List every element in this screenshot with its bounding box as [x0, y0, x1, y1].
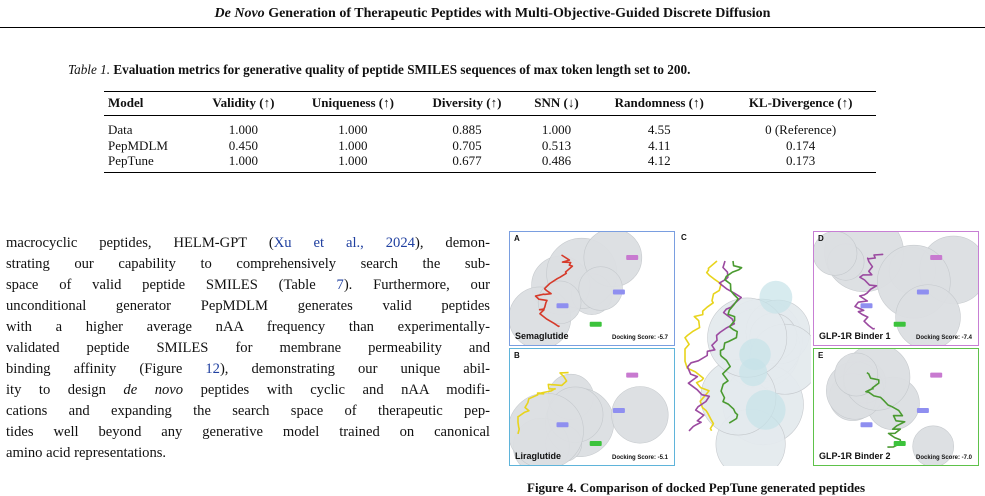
body-text: space of valid peptide SMILES (Table: [6, 277, 337, 293]
running-head-italic: De Novo: [214, 6, 265, 21]
table-row: [104, 153, 876, 172]
binding-pocket: [739, 339, 771, 371]
residue-tag: [626, 373, 638, 378]
residue-tag: [613, 408, 625, 413]
body-line: tides well beyond any generative model trained on canonical: [6, 424, 490, 440]
table-cell: 0.173: [725, 153, 876, 172]
table-cell: 1.000: [338, 122, 368, 137]
col-header-validity: Validity (↑): [195, 92, 291, 116]
table-cell: 0.450: [228, 137, 259, 153]
binding-pocket: [759, 281, 792, 314]
residue-tag: [917, 408, 929, 413]
panel-letter: B: [514, 351, 520, 360]
body-line: cations and expanding the search space of therapeutic pep-: [6, 403, 490, 419]
body-line: [6, 275, 490, 296]
residue-tag: [861, 303, 873, 308]
running-head: [0, 6, 985, 22]
col-header-randomness: Randomness (↑): [593, 92, 725, 116]
figure-caption: Figure 4. Comparison of docked PepTune generated peptides: [527, 480, 866, 495]
residue-tag: [590, 441, 602, 446]
table-cell: PepTune: [104, 153, 195, 172]
body-line: [6, 359, 490, 380]
residue-tag: [557, 303, 569, 308]
col-header-uniqueness: Uniqueness (↑): [292, 92, 415, 116]
panel-c-render: [677, 231, 811, 466]
docking-score: Docking Score: -7.4: [915, 335, 972, 341]
docking-figure: [509, 231, 979, 473]
body-text: binding affinity (Figure: [6, 361, 206, 377]
peptide-label: Liraglutide: [515, 451, 562, 461]
header-rule: [0, 27, 985, 28]
panel-e-render: [814, 349, 979, 466]
panel-letter: D: [818, 234, 824, 243]
table-cell: 1.000: [338, 137, 368, 153]
panel-letter: E: [818, 351, 824, 360]
figure-ref-link[interactable]: 12: [205, 361, 220, 377]
panel-b-render: [510, 349, 675, 466]
body-line: with a higher average nAA frequency than experimentally-: [6, 319, 490, 335]
table-cell: PepMDLM: [108, 137, 168, 153]
table-cell: 4.11: [648, 137, 671, 153]
table-cell: 0.486: [520, 153, 594, 172]
body-line: unconditional generator PepMDLM generates valid peptides: [6, 298, 490, 314]
table-cell: 0.513: [541, 137, 572, 153]
peptide-label: GLP-1R Binder 2: [819, 451, 891, 461]
table-cell: 0 (Reference): [765, 122, 837, 137]
table-ref-link[interactable]: 7: [336, 277, 344, 293]
table-cell: 4.55: [647, 122, 671, 137]
col-header-snn: SNN (↓): [520, 92, 594, 116]
body-text: ), demon-: [414, 235, 490, 251]
table-cell: 0.705: [452, 137, 482, 153]
table-cell: 4.12: [593, 153, 725, 172]
peptide-label: GLP-1R Binder 1: [819, 331, 891, 341]
table-caption-text: Evaluation metrics for generative quality of peptide SMILES sequences of max token length set to 200.: [113, 62, 691, 77]
body-text: ity to design: [6, 382, 124, 398]
metrics-table: [104, 91, 876, 173]
residue-tag: [894, 322, 906, 327]
table-cell: 0.885: [452, 122, 482, 137]
docking-score: Docking Score: -5.7: [611, 335, 668, 341]
body-line: strating our capability to comprehensively search the sub-: [6, 256, 490, 272]
residue-tag: [590, 322, 602, 327]
panel-d: [813, 231, 979, 346]
body-paragraph: [6, 233, 490, 464]
table-cell: 0.677: [414, 153, 520, 172]
body-text: peptides with cyclic and nAA modifi-: [183, 382, 490, 398]
panel-c: [677, 231, 811, 466]
panel-letter: A: [514, 234, 520, 243]
col-header-kl-divergence: KL-Divergence (↑): [725, 92, 876, 116]
table-cell: 1.000: [228, 122, 259, 137]
body-text: ), demonstrating our unique abil-: [219, 361, 490, 377]
col-header-diversity: Diversity (↑): [414, 92, 520, 116]
body-line: amino acid representations.: [6, 445, 167, 461]
citation-link[interactable]: Xu et al., 2024: [273, 235, 415, 251]
running-head-rest: Generation of Therapeutic Peptides with Multi-Objective-Guided Discrete Diffusion: [264, 6, 771, 21]
residue-tag: [930, 373, 942, 378]
docking-score: Docking Score: -7.0: [915, 455, 972, 461]
docking-score: Docking Score: -5.1: [611, 455, 668, 461]
panel-d-render: [814, 232, 979, 346]
table-row: [104, 116, 876, 138]
table-cell: 1.000: [292, 153, 415, 172]
body-line: [6, 233, 490, 254]
table-cell: 1.000: [541, 122, 572, 137]
table-row: [104, 138, 876, 154]
panel-letter: C: [681, 233, 687, 242]
panel-b: [509, 348, 675, 466]
body-text: ). Furthermore, our: [343, 277, 490, 293]
table-cell: 1.000: [195, 153, 291, 172]
binding-pocket: [746, 390, 786, 430]
residue-tag: [894, 441, 906, 446]
residue-tag: [626, 255, 638, 260]
panel-a-render: [510, 232, 675, 346]
residue-tag: [613, 290, 625, 295]
residue-tag: [917, 290, 929, 295]
panel-e: [813, 348, 979, 466]
protein-surface-blob: [579, 267, 623, 311]
table-cell: Data: [108, 122, 133, 137]
residue-tag: [557, 422, 569, 427]
table-caption-label: Table 1.: [68, 62, 111, 77]
body-text: macrocyclic peptides, HELM-GPT (: [6, 235, 274, 251]
body-line: [6, 380, 490, 401]
col-header-model: Model: [104, 92, 195, 116]
table-caption: [68, 62, 690, 78]
residue-tag: [861, 422, 873, 427]
residue-tag: [930, 255, 942, 260]
peptide-label: Semaglutide: [515, 331, 569, 341]
table-header-row: [104, 92, 876, 116]
body-line: validated peptide SMILES for membrane permeability and: [6, 340, 490, 356]
protein-surface-blob: [612, 387, 669, 444]
panel-a: [509, 231, 675, 346]
body-italic: de novo: [123, 382, 184, 398]
table-cell: 0.174: [785, 137, 816, 153]
